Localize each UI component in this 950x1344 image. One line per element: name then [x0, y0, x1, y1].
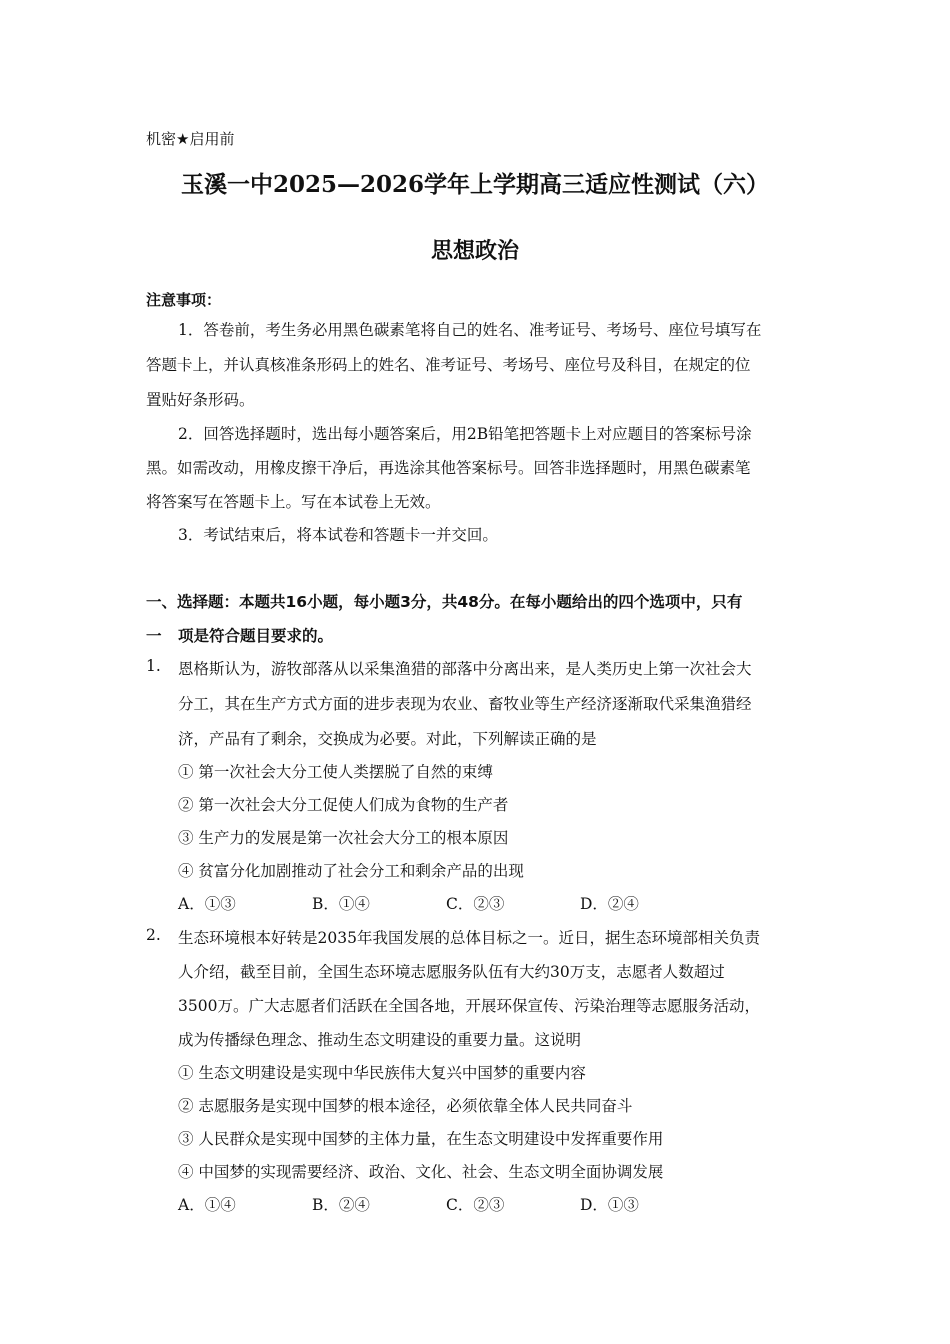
notice-line: 2．回答选择题时，选出每小题答案后，用2B铅笔把答题卡上对应题目的答案标号涂 [178, 425, 752, 443]
notice-line: 将答案写在答题卡上。写在本试卷上无效。 [146, 493, 441, 511]
question-number: 2. [146, 926, 161, 944]
answer-option-b: B．①④ [312, 895, 370, 913]
answer-option-b: B．②④ [312, 1196, 370, 1214]
answer-option-d: D．②④ [580, 895, 639, 913]
question-stem-line: 济，产品有了剩余，交换成为必要。对此，下列解读正确的是 [178, 730, 597, 748]
question-stem-line: 成为传播绿色理念、推动生态文明建设的重要力量。这说明 [178, 1031, 582, 1049]
question-item: ③ 人民群众是实现中国梦的主体力量，在生态文明建设中发挥重要作用 [178, 1130, 664, 1148]
notice-line: 答题卡上，并认真核准条形码上的姓名、准考证号、考场号、座位号及科目，在规定的位 [146, 356, 751, 374]
question-stem-line: 3500万。广大志愿者们活跃在全国各地，开展环保宣传、污染治理等志愿服务活动， [178, 997, 760, 1015]
notice-line: 1．答卷前，考生务必用黑色碳素笔将自己的姓名、准考证号、考场号、座位号填写在 [178, 321, 762, 339]
section-heading: 一、选择题：本题共16小题，每小题3分，共48分。在每小题给出的四个选项中，只有 [146, 593, 743, 611]
answer-option-c: C．②③ [446, 895, 505, 913]
notice-line: 3．考试结束后，将本试卷和答题卡一并交回。 [178, 526, 498, 544]
question-item: ③ 生产力的发展是第一次社会大分工的根本原因 [178, 829, 509, 847]
confidential-label: 机密★启用前 [146, 130, 235, 148]
exam-title: 玉溪一中2025—2026学年上学期高三适应性测试（六） [180, 171, 770, 198]
notice-heading: 注意事项： [146, 291, 222, 309]
section-heading-cont-b: 项是符合题目要求的。 [178, 627, 334, 645]
answer-option-a: A．①③ [178, 895, 236, 913]
answer-option-d: D．①③ [580, 1196, 639, 1214]
question-number: 1. [146, 657, 161, 675]
question-item: ④ 中国梦的实现需要经济、政治、文化、社会、生态文明全面协调发展 [178, 1163, 664, 1181]
question-item: ② 志愿服务是实现中国梦的根本途径，必须依靠全体人民共同奋斗 [178, 1097, 633, 1115]
question-stem-line: 分工，其在生产方式方面的进步表现为农业、畜牧业等生产经济逐渐取代采集渔猎经 [178, 695, 752, 713]
answer-option-c: C．②③ [446, 1196, 505, 1214]
question-item: ① 第一次社会大分工使人类摆脱了自然的束缚 [178, 763, 493, 781]
section-heading-cont-a: 一 [146, 627, 162, 645]
question-item: ① 生态文明建设是实现中华民族伟大复兴中国梦的重要内容 [178, 1064, 586, 1082]
question-item: ④ 贫富分化加剧推动了社会分工和剩余产品的出现 [178, 862, 524, 880]
question-stem-line: 人介绍，截至目前，全国生态环境志愿服务队伍有大约30万支，志愿者人数超过 [178, 963, 725, 981]
question-stem-line: 生态环境根本好转是2035年我国发展的总体目标之一。近日，据生态环境部相关负责 [178, 929, 760, 947]
answer-option-a: A．①④ [178, 1196, 236, 1214]
notice-line: 黑。如需改动，用橡皮擦干净后，再选涂其他答案标号。回答非选择题时，用黑色碳素笔 [146, 459, 751, 477]
subject-title: 思想政治 [430, 239, 519, 264]
question-stem-line: 恩格斯认为，游牧部落从以采集渔猎的部落中分离出来，是人类历史上第一次社会大 [178, 660, 752, 678]
notice-line: 置贴好条形码。 [146, 391, 255, 409]
question-item: ② 第一次社会大分工促使人们成为食物的生产者 [178, 796, 509, 814]
